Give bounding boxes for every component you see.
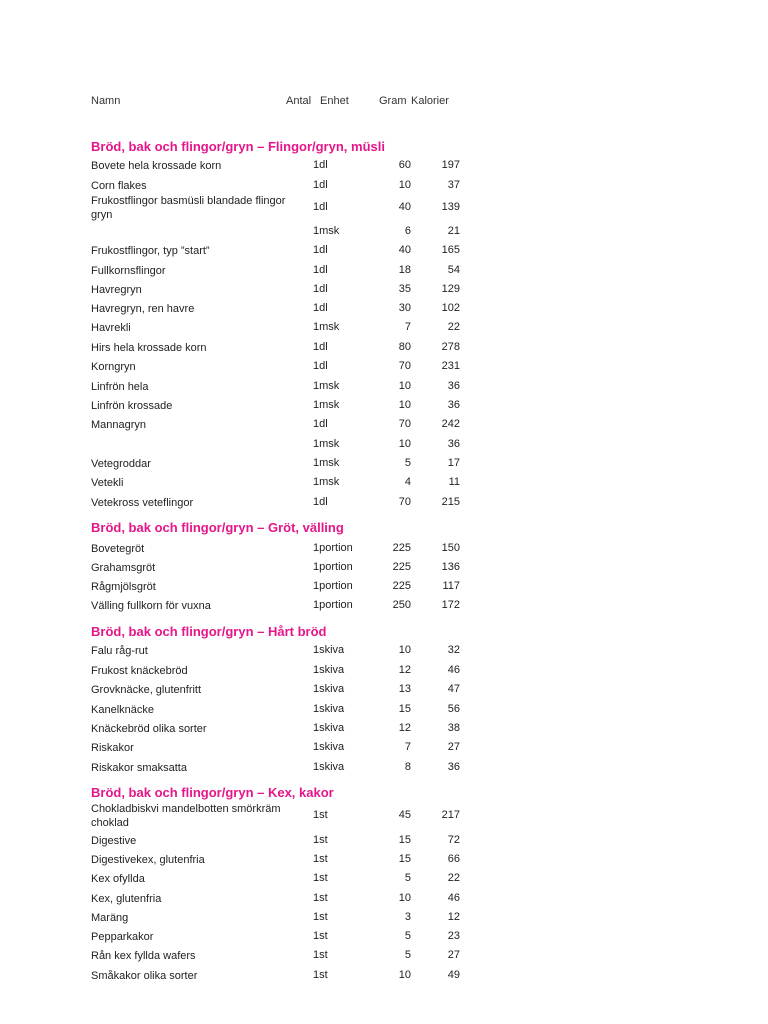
unit-cell: 1portion [313, 561, 353, 573]
table-row [0, 580, 768, 594]
table-row [0, 872, 768, 886]
food-name-cell: Småkakor olika sorter [91, 970, 198, 982]
table-row [0, 892, 768, 906]
food-name-cell: Frukostflingor, typ ”start” [91, 245, 210, 257]
calories-cell: 278 [441, 341, 460, 353]
food-name-cell: Linfrön hela [91, 381, 149, 393]
food-name-cell: Hirs hela krossade korn [91, 342, 207, 354]
calories-cell: 56 [447, 703, 460, 715]
unit-cell: 1dl [313, 244, 328, 256]
header-gram: Gram [379, 95, 407, 107]
unit-cell: 1skiva [313, 683, 345, 695]
food-name-cell: Kanelknäcke [91, 704, 154, 716]
food-name-cell: Kex, glutenfria [91, 893, 162, 905]
calories-cell: 36 [447, 399, 460, 411]
calories-cell: 27 [447, 741, 460, 753]
calories-cell: 22 [447, 872, 460, 884]
table-row [0, 264, 768, 278]
food-name-cell: Digestive [91, 835, 137, 847]
header-kalorier: Kalorier [411, 95, 449, 107]
calories-cell: 129 [441, 283, 460, 295]
unit-cell: 1skiva [313, 741, 345, 753]
food-name-cell: Havregryn, ren havre [91, 303, 195, 315]
unit-cell: 1skiva [313, 722, 345, 734]
unit-cell: 1dl [313, 418, 328, 430]
unit-cell: 1skiva [313, 664, 345, 676]
table-row [0, 194, 768, 224]
food-name-cell: Maräng [91, 912, 129, 924]
calories-cell: 46 [447, 892, 460, 904]
section-title: Bröd, bak och flingor/gryn – Gröt, välling [91, 520, 344, 535]
calories-cell: 139 [441, 201, 460, 213]
gram-cell: 3 [404, 911, 411, 923]
gram-cell: 7 [404, 741, 411, 753]
calories-cell: 22 [447, 321, 460, 333]
gram-cell: 35 [398, 283, 411, 295]
gram-cell: 40 [398, 244, 411, 256]
gram-cell: 8 [404, 761, 411, 773]
table-row [0, 542, 768, 556]
gram-cell: 70 [398, 360, 411, 372]
unit-cell: 1dl [313, 159, 328, 171]
unit-cell: 1st [313, 853, 328, 865]
unit-cell: 1st [313, 872, 328, 884]
calories-cell: 217 [441, 809, 460, 821]
gram-cell: 225 [392, 580, 411, 592]
table-row [0, 911, 768, 925]
unit-cell: 1st [313, 930, 328, 942]
gram-cell: 18 [398, 264, 411, 276]
calories-cell: 32 [447, 644, 460, 656]
food-name-cell: Riskakor [91, 742, 134, 754]
unit-cell: 1msk [313, 476, 340, 488]
table-row [0, 683, 768, 697]
gram-cell: 7 [404, 321, 411, 333]
table-row [0, 496, 768, 510]
unit-cell: 1skiva [313, 644, 345, 656]
unit-cell: 1dl [313, 496, 328, 508]
gram-cell: 10 [398, 399, 411, 411]
unit-cell: 1st [313, 892, 328, 904]
calories-cell: 38 [447, 722, 460, 734]
table-row [0, 360, 768, 374]
gram-cell: 60 [398, 159, 411, 171]
table-row [0, 722, 768, 736]
unit-cell: 1portion [313, 542, 353, 554]
gram-cell: 15 [398, 703, 411, 715]
calories-cell: 72 [447, 834, 460, 846]
calories-cell: 117 [442, 580, 460, 592]
gram-cell: 10 [398, 644, 411, 656]
calories-cell: 102 [441, 302, 460, 314]
unit-cell: 1st [313, 969, 328, 981]
unit-cell: 1portion [313, 599, 353, 611]
gram-cell: 12 [398, 664, 411, 676]
food-name-cell: Grovknäcke, glutenfritt [91, 684, 202, 696]
calories-cell: 66 [447, 853, 460, 865]
food-name-cell: Bovete hela krossade korn [91, 160, 222, 172]
food-name-cell: Riskakor smaksatta [91, 762, 187, 774]
section-title: Bröd, bak och flingor/gryn – Kex, kakor [91, 785, 334, 800]
section-title: Bröd, bak och flingor/gryn – Hårt bröd [91, 624, 327, 639]
unit-cell: 1dl [313, 264, 328, 276]
food-name-cell: Vetekli [91, 477, 124, 489]
table-row [0, 969, 768, 983]
table-row [0, 341, 768, 355]
table-row [0, 741, 768, 755]
gram-cell: 15 [398, 834, 411, 846]
calories-cell: 36 [447, 380, 460, 392]
unit-cell: 1st [313, 911, 328, 923]
unit-cell: 1dl [313, 283, 328, 295]
table-row [0, 321, 768, 335]
calories-cell: 215 [441, 496, 460, 508]
unit-cell: 1skiva [313, 703, 345, 715]
food-name-cell: Digestivekex, glutenfria [91, 854, 205, 866]
food-name-cell: Välling fullkorn för vuxna [91, 600, 211, 612]
unit-cell: 1msk [313, 380, 340, 392]
gram-cell: 70 [398, 418, 411, 430]
calories-cell: 21 [447, 225, 460, 237]
food-name-cell: Vetegroddar [91, 458, 151, 470]
calories-cell: 165 [441, 244, 460, 256]
food-name-cell: Havregryn [91, 284, 142, 296]
gram-cell: 70 [398, 496, 411, 508]
food-name-cell: Fullkornsflingor [91, 265, 166, 277]
table-row [0, 834, 768, 848]
unit-cell: 1msk [313, 457, 340, 469]
calories-cell: 36 [447, 761, 460, 773]
unit-cell: 1portion [313, 580, 353, 592]
calories-cell: 49 [447, 969, 460, 981]
unit-cell: 1msk [313, 321, 340, 333]
calories-cell: 12 [447, 911, 460, 923]
food-name-cell: Pepparkakor [91, 931, 154, 943]
unit-cell: 1skiva [313, 761, 345, 773]
table-row [0, 302, 768, 316]
unit-cell: 1dl [313, 360, 328, 372]
unit-cell: 1dl [313, 179, 328, 191]
gram-cell: 80 [398, 341, 411, 353]
calories-cell: 150 [441, 542, 460, 554]
gram-cell: 10 [398, 179, 411, 191]
unit-cell: 1dl [313, 201, 328, 213]
food-name-cell: Rågmjölsgröt [91, 581, 156, 593]
food-name-cell: Linfrön krossade [91, 400, 173, 412]
header-namn: Namn [91, 95, 121, 107]
calories-cell: 197 [441, 159, 460, 171]
food-name-cell: Corn flakes [91, 180, 147, 192]
table-row [0, 457, 768, 471]
gram-cell: 4 [404, 476, 411, 488]
table-row [0, 802, 768, 832]
table-row [0, 703, 768, 717]
gram-cell: 15 [398, 853, 411, 865]
table-row [0, 761, 768, 775]
unit-cell: 1msk [313, 225, 340, 237]
calories-cell: 136 [441, 561, 460, 573]
table-row [0, 418, 768, 432]
food-name-cell: Falu råg-rut [91, 645, 148, 657]
calories-cell: 27 [447, 949, 460, 961]
table-row [0, 159, 768, 173]
header-antal: Antal [286, 95, 312, 107]
calories-cell: 242 [441, 418, 460, 430]
unit-cell: 1st [313, 949, 328, 961]
table-row [0, 283, 768, 297]
header-enhet: Enhet [320, 95, 349, 107]
table-row [0, 561, 768, 575]
calories-cell: 37 [447, 179, 460, 191]
table-row [0, 380, 768, 394]
food-name-cell: Vetekross veteflingor [91, 497, 194, 509]
gram-cell: 5 [404, 872, 411, 884]
food-name-cell: Havrekli [91, 322, 131, 334]
unit-cell: 1msk [313, 438, 340, 450]
gram-cell: 6 [404, 225, 411, 237]
food-name-cell: Knäckebröd olika sorter [91, 723, 207, 735]
unit-cell: 1st [313, 834, 328, 846]
table-row [0, 599, 768, 613]
food-name-cell: Grahamsgröt [91, 562, 156, 574]
food-name-cell: Kex ofyllda [91, 873, 145, 885]
food-name-cell: Bovetegröt [91, 543, 145, 555]
table-row [0, 664, 768, 678]
gram-cell: 250 [392, 599, 411, 611]
calories-cell: 47 [447, 683, 460, 695]
table-row [0, 476, 768, 490]
table-row [0, 179, 768, 193]
food-name-cell: Chokladbiskvi mandelbotten smörkräm choklad [91, 803, 281, 829]
table-row [0, 644, 768, 658]
unit-cell: 1dl [313, 302, 328, 314]
food-name-cell: Korngryn [91, 361, 136, 373]
calories-cell: 11 [448, 476, 460, 488]
calories-cell: 231 [441, 360, 460, 372]
food-name-cell: Mannagryn [91, 419, 147, 431]
calories-cell: 172 [441, 599, 460, 611]
calories-cell: 17 [447, 457, 460, 469]
gram-cell: 40 [398, 201, 411, 213]
gram-cell: 10 [398, 380, 411, 392]
calories-cell: 54 [447, 264, 460, 276]
calories-cell: 23 [447, 930, 460, 942]
table-row [0, 399, 768, 413]
food-name-cell: Frukost knäckebröd [91, 665, 188, 677]
calories-cell: 46 [447, 664, 460, 676]
unit-cell: 1st [313, 809, 328, 821]
gram-cell: 5 [404, 457, 411, 469]
gram-cell: 12 [398, 722, 411, 734]
unit-cell: 1msk [313, 399, 340, 411]
table-row [0, 853, 768, 867]
unit-cell: 1dl [313, 341, 328, 353]
calories-cell: 36 [447, 438, 460, 450]
gram-cell: 10 [398, 969, 411, 981]
gram-cell: 45 [398, 809, 411, 821]
gram-cell: 5 [404, 949, 411, 961]
gram-cell: 13 [398, 683, 411, 695]
table-row [0, 244, 768, 258]
gram-cell: 10 [398, 892, 411, 904]
table-row [0, 438, 768, 452]
gram-cell: 225 [392, 561, 411, 573]
gram-cell: 5 [404, 930, 411, 942]
food-name-cell: Frukostflingor basmüsli blandade flingor gryn [91, 195, 286, 221]
gram-cell: 10 [398, 438, 411, 450]
table-row [0, 949, 768, 963]
gram-cell: 225 [392, 542, 411, 554]
table-row [0, 225, 768, 239]
food-name-cell: Rån kex fyllda wafers [91, 950, 196, 962]
section-title: Bröd, bak och flingor/gryn – Flingor/gryn, müsli [91, 139, 385, 154]
gram-cell: 30 [398, 302, 411, 314]
table-row [0, 930, 768, 944]
